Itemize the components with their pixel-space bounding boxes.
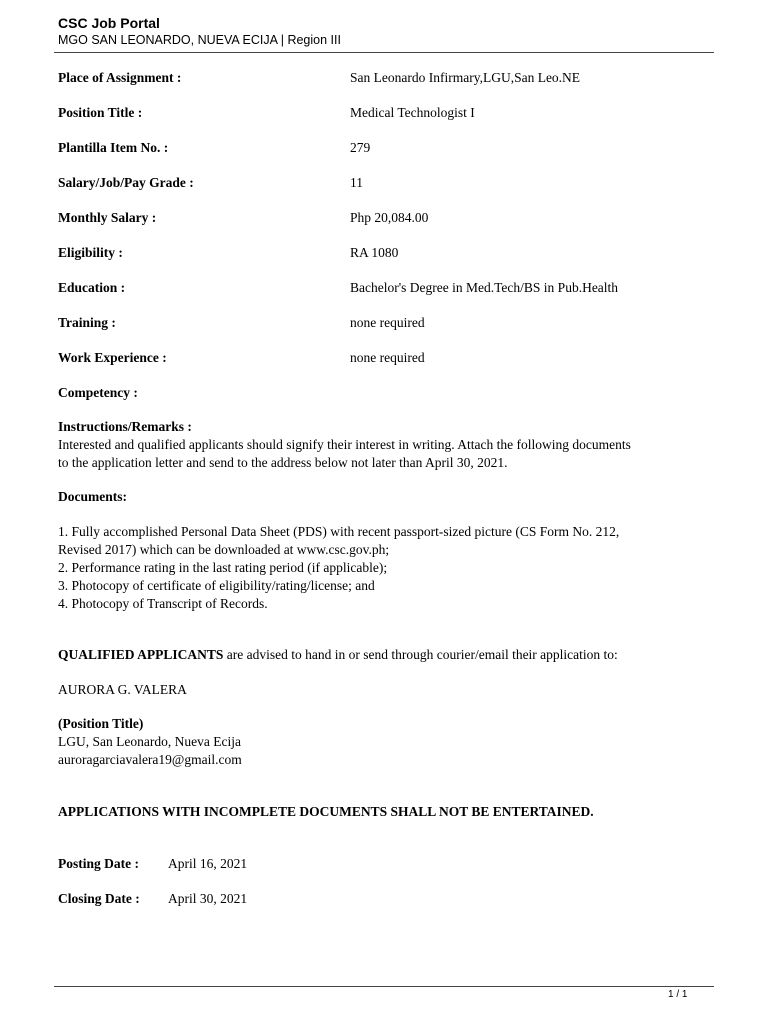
documents-heading-text: Documents: (58, 489, 127, 504)
eligibility-label: Eligibility : (58, 245, 123, 260)
portal-title: CSC Job Portal (58, 15, 160, 31)
position-title-label: Position Title : (58, 105, 143, 120)
competency-label: Competency : (58, 385, 138, 400)
work-experience-value: none required (350, 350, 425, 365)
pay-grade-label: Salary/Job/Pay Grade : (58, 175, 194, 190)
contact-position-title: (Position Title) (58, 716, 144, 731)
place-of-assignment-value: San Leonardo Infirmary,LGU,San Leo.NE (350, 70, 581, 85)
document-item: 4. Photocopy of Transcript of Records. (58, 596, 268, 611)
closing-date-value: April 30, 2021 (168, 891, 248, 906)
instructions-line: Interested and qualified applicants should signify their interest in writing. Attach the following documents (58, 437, 631, 452)
incomplete-documents-notice: APPLICATIONS WITH INCOMPLETE DOCUMENTS SHALL NOT BE ENTERTAINED. (58, 804, 594, 819)
page-number: 1 / 1 (668, 989, 688, 1000)
instructions-heading: Instructions/Remarks : (58, 419, 192, 434)
training-value: none required (350, 315, 425, 330)
header-divider (54, 52, 714, 53)
position-title-value: Medical Technologist I (350, 105, 475, 120)
qualified-applicants-line (58, 646, 714, 664)
instructions-section (58, 418, 714, 472)
documents-heading (58, 488, 714, 506)
contact-name (58, 681, 714, 699)
contact-details (58, 715, 714, 769)
office-region-line: MGO SAN LEONARDO, NUEVA ECIJA | Region III (58, 33, 341, 47)
footer-divider (54, 986, 714, 987)
plantilla-item-value: 279 (350, 140, 371, 155)
document-item: 1. Fully accomplished Personal Data Sheet (PDS) with recent passport-sized picture (CS Form No. 212, (58, 524, 620, 539)
instructions-line: to the application letter and send to the address below not later than April 30, 2021. (58, 455, 508, 470)
posting-date-label: Posting Date : (58, 856, 139, 871)
eligibility-value: RA 1080 (350, 245, 399, 260)
document-item: 3. Photocopy of certificate of eligibility/rating/license; and (58, 578, 375, 593)
documents-list (58, 523, 714, 613)
page-header (58, 14, 714, 48)
document-item: 2. Performance rating in the last rating period (if applicable); (58, 560, 388, 575)
monthly-salary-value: Php 20,084.00 (350, 210, 429, 225)
place-of-assignment-label: Place of Assignment : (58, 70, 182, 85)
posting-date-value: April 16, 2021 (168, 856, 248, 871)
document-item: Revised 2017) which can be downloaded at www.csc.gov.ph; (58, 542, 390, 557)
contact-email: auroragarciavalera19@gmail.com (58, 752, 242, 767)
work-experience-label: Work Experience : (58, 350, 167, 365)
contact-office: LGU, San Leonardo, Nueva Ecija (58, 734, 241, 749)
qualified-applicants-bold: QUALIFIED APPLICANTS (58, 647, 224, 662)
qualified-applicants-rest: are advised to hand in or send through courier/email their application to: (223, 647, 618, 662)
education-value: Bachelor's Degree in Med.Tech/BS in Pub.Health (350, 280, 619, 295)
training-label: Training : (58, 315, 116, 330)
pay-grade-value: 11 (350, 175, 363, 190)
contact-name-text: AURORA G. VALERA (58, 682, 187, 697)
closing-date-label: Closing Date : (58, 891, 140, 906)
monthly-salary-label: Monthly Salary : (58, 210, 157, 225)
plantilla-item-label: Plantilla Item No. : (58, 140, 169, 155)
education-label: Education : (58, 280, 126, 295)
